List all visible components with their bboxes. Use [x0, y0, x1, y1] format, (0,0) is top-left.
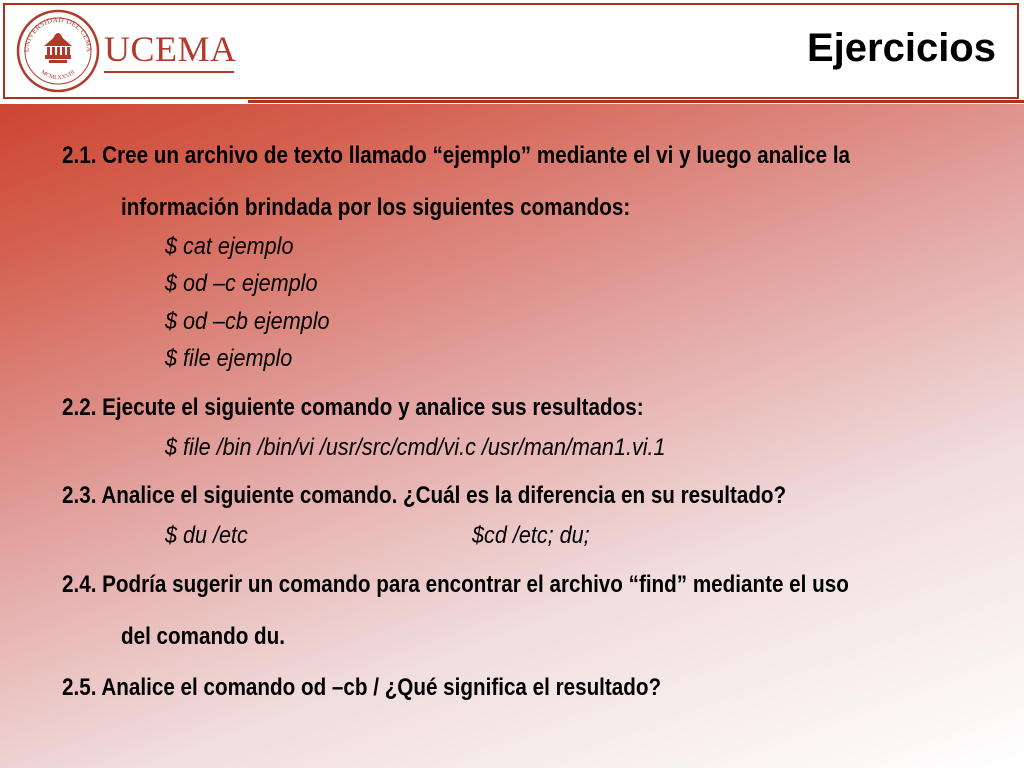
exercise-2-1-command-1: $ cat ejemplo — [165, 233, 294, 260]
exercise-2-1-line-2: información brindada por los siguientes comandos: — [121, 194, 631, 221]
seal-top-text: UNIVERSIDAD DEL CEMA — [22, 15, 94, 53]
exercise-2-1-command-2: $ od –c ejemplo — [165, 270, 318, 297]
seal-bottom-text: MCMLXXVIII — [39, 69, 77, 82]
exercise-2-1-command-3: $ od –cb ejemplo — [165, 308, 330, 335]
exercise-2-5-line-1: 2.5. Analice el comando od –cb / ¿Qué significa el resultado? — [62, 674, 662, 701]
page-title: Ejercicios — [806, 26, 996, 70]
logo-wordmark: UCEMA — [104, 29, 237, 69]
exercise-2-3-command-2: $cd /etc; du; — [472, 522, 590, 549]
exercise-2-4-line-2: del comando du. — [121, 623, 285, 650]
logo-underline — [104, 71, 234, 73]
exercise-2-1-line-1: 2.1. Cree un archivo de texto llamado “ejemplo” mediante el vi y luego analice la — [62, 142, 851, 169]
exercise-2-3-line-1: 2.3. Analice el siguiente comando. ¿Cuál es la diferencia en su resultado? — [62, 482, 787, 509]
slide-header — [0, 0, 1024, 104]
exercise-2-3-command-1: $ du /etc — [165, 522, 248, 549]
university-seal-icon — [16, 9, 100, 93]
exercise-2-4-line-1: 2.4. Podría sugerir un comando para encontrar el archivo “find” mediante el uso — [62, 571, 849, 598]
exercise-2-2-line-1: 2.2. Ejecute el siguiente comando y analice sus resultados: — [62, 394, 644, 421]
exercise-2-1-command-4: $ file ejemplo — [165, 345, 293, 372]
header-divider — [248, 100, 1024, 103]
exercise-2-2-command-1: $ file /bin /bin/vi /usr/src/cmd/vi.c /usr/man/man1.vi.1 — [165, 434, 666, 461]
